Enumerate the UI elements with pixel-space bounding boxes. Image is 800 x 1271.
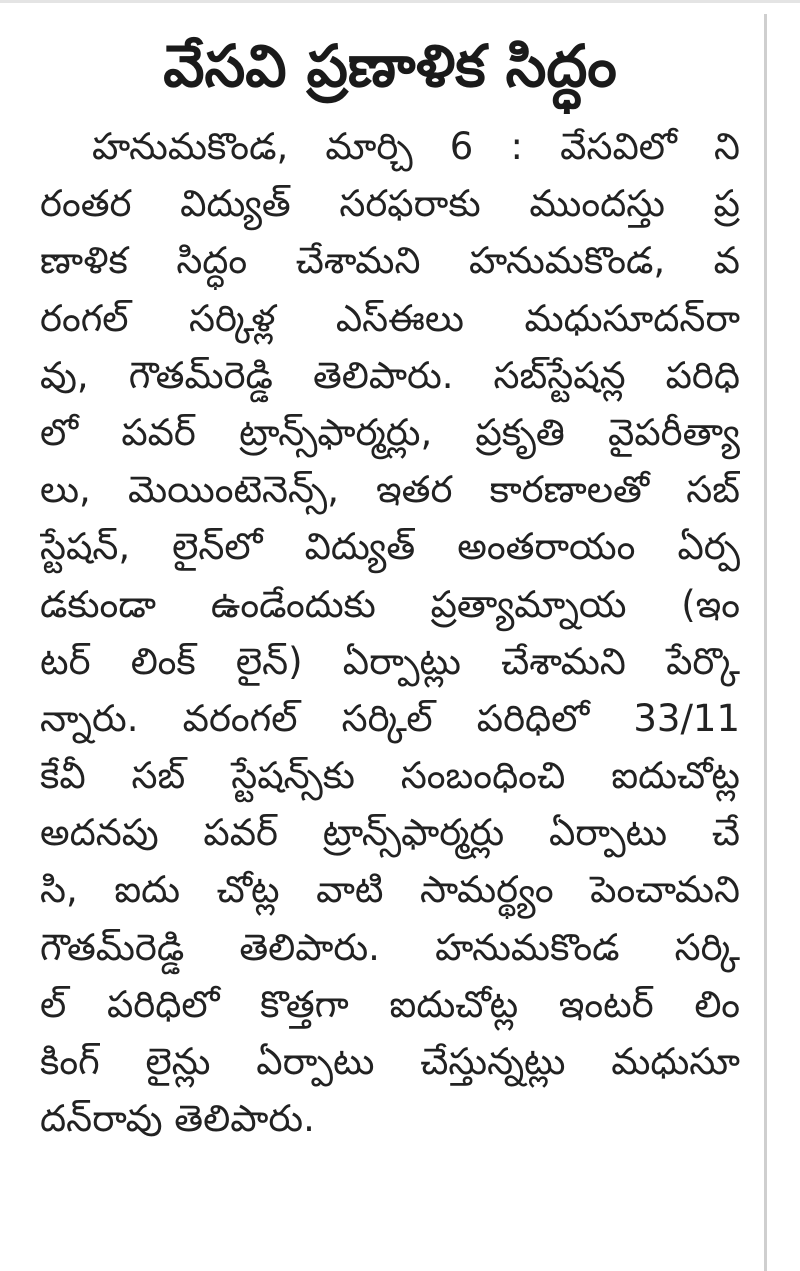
article-line: గౌతమ్‌రెడ్డి తెలిపారు. హనుమకొండ సర్కి <box>40 925 740 969</box>
article-line: అదనపు పవర్ ట్రాన్స్‌ఫార్మర్లు ఏర్పాటు చే <box>40 811 740 855</box>
article-line: రంతర విద్యుత్ సరఫరాకు ముందస్తు ప్ర <box>40 182 740 226</box>
article-body <box>40 118 740 1147</box>
article-line: కింగ్ లైన్లు ఏర్పాటు చేస్తున్నట్లు మధుసూ <box>40 1040 740 1083</box>
headline: వేసవి ప్రణాళిక సిద్ధం <box>163 32 617 100</box>
article-line: సి, ఐదు చోట్ల వాటి సామర్థ్యం పెంచామని <box>40 868 740 912</box>
article-line: రంగల్ సర్కిళ్ల ఎస్ఈలు మధుసూదన్‌రా <box>40 296 740 340</box>
article-line: ల్ పరిధిలో కొత్తగా ఐదుచోట్ల ఇంటర్ లిం <box>40 982 740 1026</box>
column-divider <box>764 14 767 1271</box>
article-line: దన్‌రావు తెలిపారు. <box>40 1097 315 1141</box>
top-border <box>0 0 800 3</box>
article-line: డకుండా ఉండేందుకు ప్రత్యామ్నాయ (ఇం <box>40 582 740 626</box>
article-line: ణాళిక సిద్ధం చేశామని హనుమకొండ, వ <box>40 239 740 283</box>
news-article <box>40 20 740 1147</box>
article-line: టర్ లింక్ లైన్) ఏర్పాట్లు చేశామని పేర్కొ <box>40 639 740 683</box>
article-line: స్టేషన్, లైన్‌లో విద్యుత్ అంతరాయం ఏర్ప <box>40 525 740 569</box>
article-line: హనుమకొండ, మార్చి 6 : వేసవిలో ని <box>92 125 740 168</box>
article-line: కేవీ సబ్ స్టేషన్స్‌కు సంబంధించి ఐదుచోట్ల <box>40 754 740 798</box>
article-line: వు, గౌతమ్‌రెడ్డి తెలిపారు. సబ్‌స్టేషన్ల పరిధి <box>40 353 740 397</box>
article-line: న్నారు. వరంగల్ సర్కిల్ పరిధిలో 33/11 <box>40 696 740 740</box>
article-line: లు, మెయింటెనెన్స్, ఇతర కారణాలతో సబ్ <box>40 468 740 512</box>
article-line: లో పవర్ ట్రాన్స్‌ఫార్మర్లు, ప్రకృతి వైపరీత్యా <box>40 410 740 454</box>
